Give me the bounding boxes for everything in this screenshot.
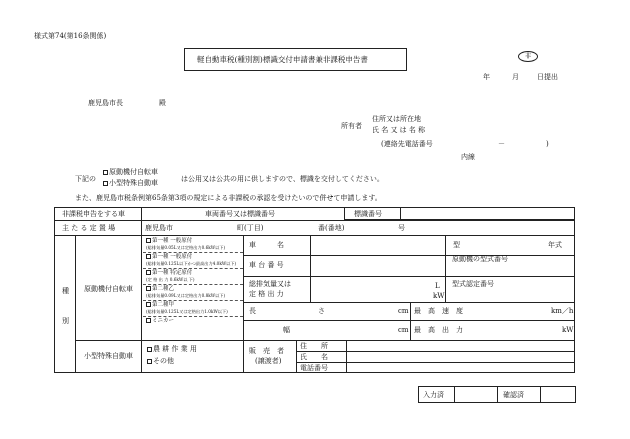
moped-option-note: (総排気量0.09L又は定格出力0.8kW以下) — [146, 293, 226, 298]
field-power: 最 高 出 力 — [414, 326, 463, 334]
field-maker: 車 名 — [249, 241, 284, 249]
moped-option[interactable] — [146, 254, 192, 261]
date-year: 年 — [483, 73, 490, 81]
owner-phone-label: (連絡先電話番号 — [381, 140, 433, 148]
moped-option-note: (総排気量0.125L又は定格出力1.0kW以下) — [146, 309, 228, 314]
plate-label: 標識番号 — [354, 210, 382, 218]
phone-dash: － — [498, 140, 505, 148]
unit-speed: km／h — [551, 307, 574, 315]
unit-kw: kW — [433, 292, 445, 300]
seller-name: 氏 名 — [300, 353, 328, 361]
checkbox[interactable] — [146, 254, 151, 259]
checkbox[interactable] — [146, 286, 151, 291]
honorific: 殿 — [159, 99, 166, 107]
moped-option-label: 第一種 一般原付 — [152, 238, 193, 244]
owner-label: 所有者 — [341, 122, 362, 130]
special-label: 小型特殊自動車 — [84, 352, 133, 360]
field-displacement-2: 定 格 出 力 — [249, 290, 284, 298]
field-approval: 型式認定番号 — [452, 280, 494, 288]
option-separator — [143, 252, 243, 253]
kind-label-2: 別 — [62, 317, 69, 325]
stmt-body: は公用又は公共の用に供しますので、標識を交付してください。 — [181, 175, 384, 183]
moped-option-label: 第二種甲 — [152, 302, 175, 308]
seller-address: 住 所 — [300, 342, 328, 350]
field-model: 型 — [453, 241, 460, 249]
moped-option-note: (総排気量0.125L以下かつ最高出力4.0kW以下) — [146, 261, 237, 266]
loc-town: 町(丁目) — [237, 224, 264, 232]
non-tax-mark: 非 — [518, 51, 538, 62]
opt-farm[interactable] — [147, 346, 197, 353]
unit-power: kW — [562, 326, 574, 334]
seller-phone: 電話番号 — [300, 364, 328, 372]
kind-label-1: 種 — [62, 287, 69, 295]
option-separator — [143, 316, 243, 317]
moped-option-label: 第一種 一般原付 — [152, 254, 193, 260]
row2-label: 主 た る 定 置 場 — [62, 224, 116, 232]
form-title: 軽自動車税(種別割)標識交付申請書兼非課税申告書 — [197, 55, 368, 64]
unit-cm-2: cm — [398, 326, 409, 334]
seller-label-2: (譲渡者) — [255, 357, 282, 365]
moped-option-note: (定 格 出 力 0.6kW以 下) — [146, 277, 195, 282]
moped-label: 原動機付自転車 — [84, 285, 133, 293]
field-length: 長 — [249, 307, 256, 315]
checkbox[interactable] — [147, 359, 152, 364]
field-displacement-1: 総排気量又は — [249, 280, 291, 288]
checkbox[interactable] — [146, 302, 151, 307]
stmt-line2: また、鹿児島市税条例第65条第3項の規定による非課税の承認を受けたいので併せて申請します。 — [75, 194, 382, 202]
field-chassis: 車 台 番 号 — [249, 261, 284, 269]
moped-option[interactable] — [146, 270, 192, 277]
checkbox[interactable] — [103, 181, 108, 186]
field-length-2: さ — [318, 307, 325, 315]
owner-address-label: 住所又は所在地 — [372, 115, 421, 123]
field-width: 幅 — [283, 326, 290, 334]
stamp-confirm: 確認済 — [503, 391, 524, 399]
option-separator — [143, 284, 243, 285]
moped-option-label: 第一種 特定原付 — [152, 270, 193, 276]
extension-label: 内線 — [461, 153, 475, 161]
field-engine-model: 原動機の型式番号 — [452, 255, 508, 263]
seller-label: 販 売 者 — [249, 347, 284, 355]
mayor-name: 鹿児島市長 — [88, 99, 123, 107]
checkbox[interactable] — [146, 270, 151, 275]
option-separator — [143, 300, 243, 301]
form-number: 様式第74(第16条関係) — [34, 32, 107, 40]
checkbox[interactable] — [146, 238, 151, 243]
field-year: 年式 — [548, 241, 562, 249]
row1-label: 非課税申告をする車 — [62, 210, 125, 218]
field-speed: 最 高 速 度 — [414, 307, 463, 315]
moped-option[interactable] — [146, 286, 174, 293]
phone-close: ) — [546, 140, 549, 148]
moped-option[interactable] — [146, 238, 192, 245]
opt-farm-label: 農 耕 作 業 用 — [153, 345, 197, 353]
checkbox[interactable] — [103, 170, 108, 175]
loc-banchi: 番(番地) — [318, 224, 345, 232]
moped-option-label: ミニカー — [152, 318, 175, 324]
loc-city: 鹿児島市 — [145, 224, 173, 232]
opt-other[interactable] — [147, 358, 174, 365]
owner-name-label: 氏 名 又 は 名 称 — [372, 126, 426, 134]
moped-option[interactable] — [146, 302, 174, 309]
moped-option-note: (総排気量0.05L又は定格出力0.6kW以下) — [146, 245, 226, 250]
opt-other-label: その他 — [153, 357, 174, 365]
checkbox[interactable] — [147, 347, 152, 352]
checkbox[interactable] — [146, 318, 151, 323]
loc-go: 号 — [398, 224, 405, 232]
opt-special[interactable] — [103, 180, 158, 187]
date-day: 日提出 — [537, 73, 558, 81]
moped-option[interactable] — [146, 318, 174, 325]
opt-moped-label: 原動機付自転車 — [109, 168, 158, 176]
opt-moped[interactable] — [103, 169, 158, 176]
unit-cm-1: cm — [398, 307, 409, 315]
stamp-input: 入力済 — [423, 391, 444, 399]
unit-l: L — [435, 282, 440, 290]
date-month: 月 — [512, 73, 519, 81]
moped-option-label: 第二種乙 — [152, 286, 175, 292]
opt-special-label: 小型特殊自動車 — [109, 179, 158, 187]
option-separator — [143, 268, 243, 269]
stmt-prefix: 下記の — [75, 175, 96, 183]
plate-area-label: 車両番号又は標識番号 — [205, 210, 275, 218]
